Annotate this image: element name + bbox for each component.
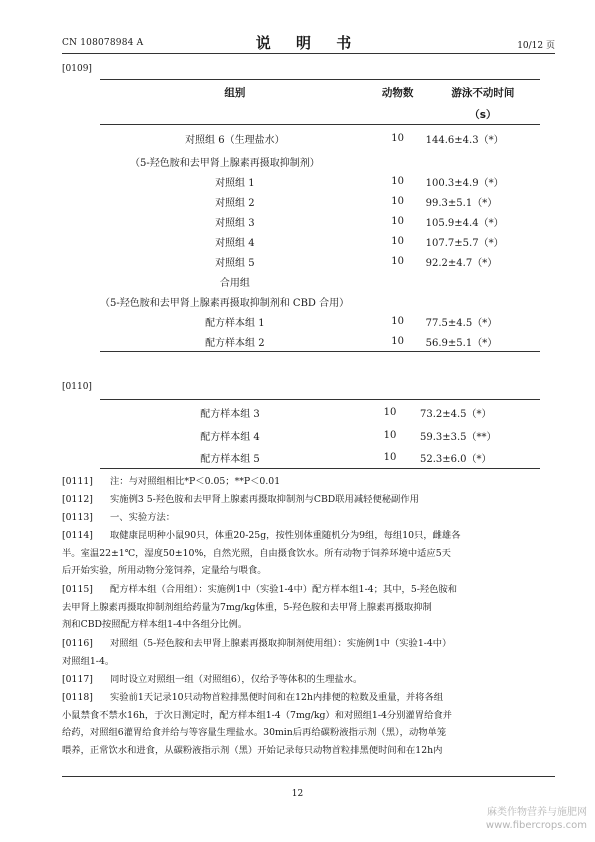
watermark (486, 806, 587, 832)
table-row: 对照组 2 10 99.3±5.1（*） (215, 195, 498, 209)
table-row: 配方样本组 4 10 59.3±3.5（**） (200, 429, 497, 443)
document-title: 说 明 书 (255, 34, 362, 52)
header-group: 组别 (100, 80, 370, 105)
table-row: 对照组 6（生理盐水） 10 144.6±4.3（*） (185, 132, 504, 146)
watermark-line-2: www.fibercrops.com (485, 820, 587, 831)
table-row: （5-羟色胺和去甲肾上腺素再摄取抑制剂和 CBD 合用） (100, 297, 350, 309)
paragraph-0115: [0115] 配方样本组（合用组）：实施例1中（实验1-4中）配方样本组1-4；其中，5-羟色胺和 去甲肾上腺素再摄取抑制剂组给药量为7mg/kg体重，5-羟色胺和去甲肾上腺素再摄取抑制 剂和CBD按照配方样本组1-4中各组分比例。 (62, 584, 458, 630)
table-row: 合用组 (219, 277, 250, 289)
table-row: 配方样本组 3 10 73.2±4.5（*） (100, 400, 540, 425)
table-row: 对照组 1 10 100.3±4.9（*） (215, 175, 504, 189)
paragraph-0117: [0117] 同时设立对照组一组（对照组6），仅给予等体积的生理盐水。 (62, 674, 363, 685)
table-row: 对照组 4 10 107.7±5.7（*） (215, 235, 504, 249)
results-table-2 (100, 399, 540, 469)
paragraph-0111: [0111] 注：与对照组相比*P＜0.05；**P＜0.01 (62, 476, 281, 487)
header-time-unit: （s） (426, 104, 540, 125)
table-row: （5-羟色胺和去甲肾上腺素再摄取抑制剂） (130, 157, 320, 169)
table-row: 配方样本组 5 10 52.3±6.0（*） (100, 446, 540, 469)
table-row: 配方样本组 2 10 56.9±5.1（*） (100, 331, 540, 352)
table-row: 对照组 5 10 92.2±4.7（*） (215, 255, 498, 269)
page-number: 12 (291, 789, 304, 799)
paragraph-id-0110: [0110] (62, 382, 92, 392)
results-table-1 (100, 79, 540, 352)
patent-number: CN 108078984 A (62, 38, 144, 48)
header-count: 动物数 (370, 80, 426, 105)
table-row: 对照组 3 10 105.9±4.4（*） (215, 215, 504, 229)
header-rule (62, 53, 555, 54)
paragraph-0116: [0116] 对照组（5-羟色胺和去甲肾上腺素再摄取抑制剂使用组）：实施例1中（实验1-4中） 对照组1-4。 (62, 638, 452, 667)
paragraph-0118: [0118] 实验前1天记录10只动物首粒排黑便时间和在12h内排便的粒数及重量，并将各组 小鼠禁食不禁水16h，于次日测定时，配方样本组1-4（7mg/kg）和对照组1-4分别灌胃给食并 给药，对照组6灌胃给食并给与等容量生理盐水。30min后再给碳粉液指示剂（黑），动物单笼 喂养，正常饮水和进食，从碳粉液指示剂（黑）开始记录每只动物首粒排黑便时间和在12h内 (62, 692, 452, 756)
page-header (62, 30, 555, 52)
table-header-row (100, 104, 540, 125)
page-info: 10/12 页 (517, 41, 555, 51)
table-header-row (100, 80, 540, 105)
watermark-line-1: 麻类作物营养与施肥网 (487, 807, 587, 818)
header-time: 游泳不动时间 (426, 80, 540, 105)
paragraph-0113: [0113] 一、实验方法： (62, 512, 176, 523)
paragraph-0112: [0112] 实施例3 5-羟色胺和去甲肾上腺素再摄取抑制剂与CBD联用减轻便秘副作用 (62, 494, 419, 505)
paragraph-id-0109: [0109] (62, 64, 92, 74)
table-row: 配方样本组 1 10 77.5±4.5（*） (205, 315, 498, 329)
paragraph-0114: [0114] 取健康昆明种小鼠90只，体重20-25g，按性别体重随机分为9组，每组10只，雌雄各 半。室温22±1℃，湿度50±10%，自然光照，自由摄食饮水。所有动物于饲养环境中适应5天 后开始实验，所用动物分笼饲养，定量给与喂食。 (62, 530, 461, 576)
footer-rule (62, 776, 555, 777)
